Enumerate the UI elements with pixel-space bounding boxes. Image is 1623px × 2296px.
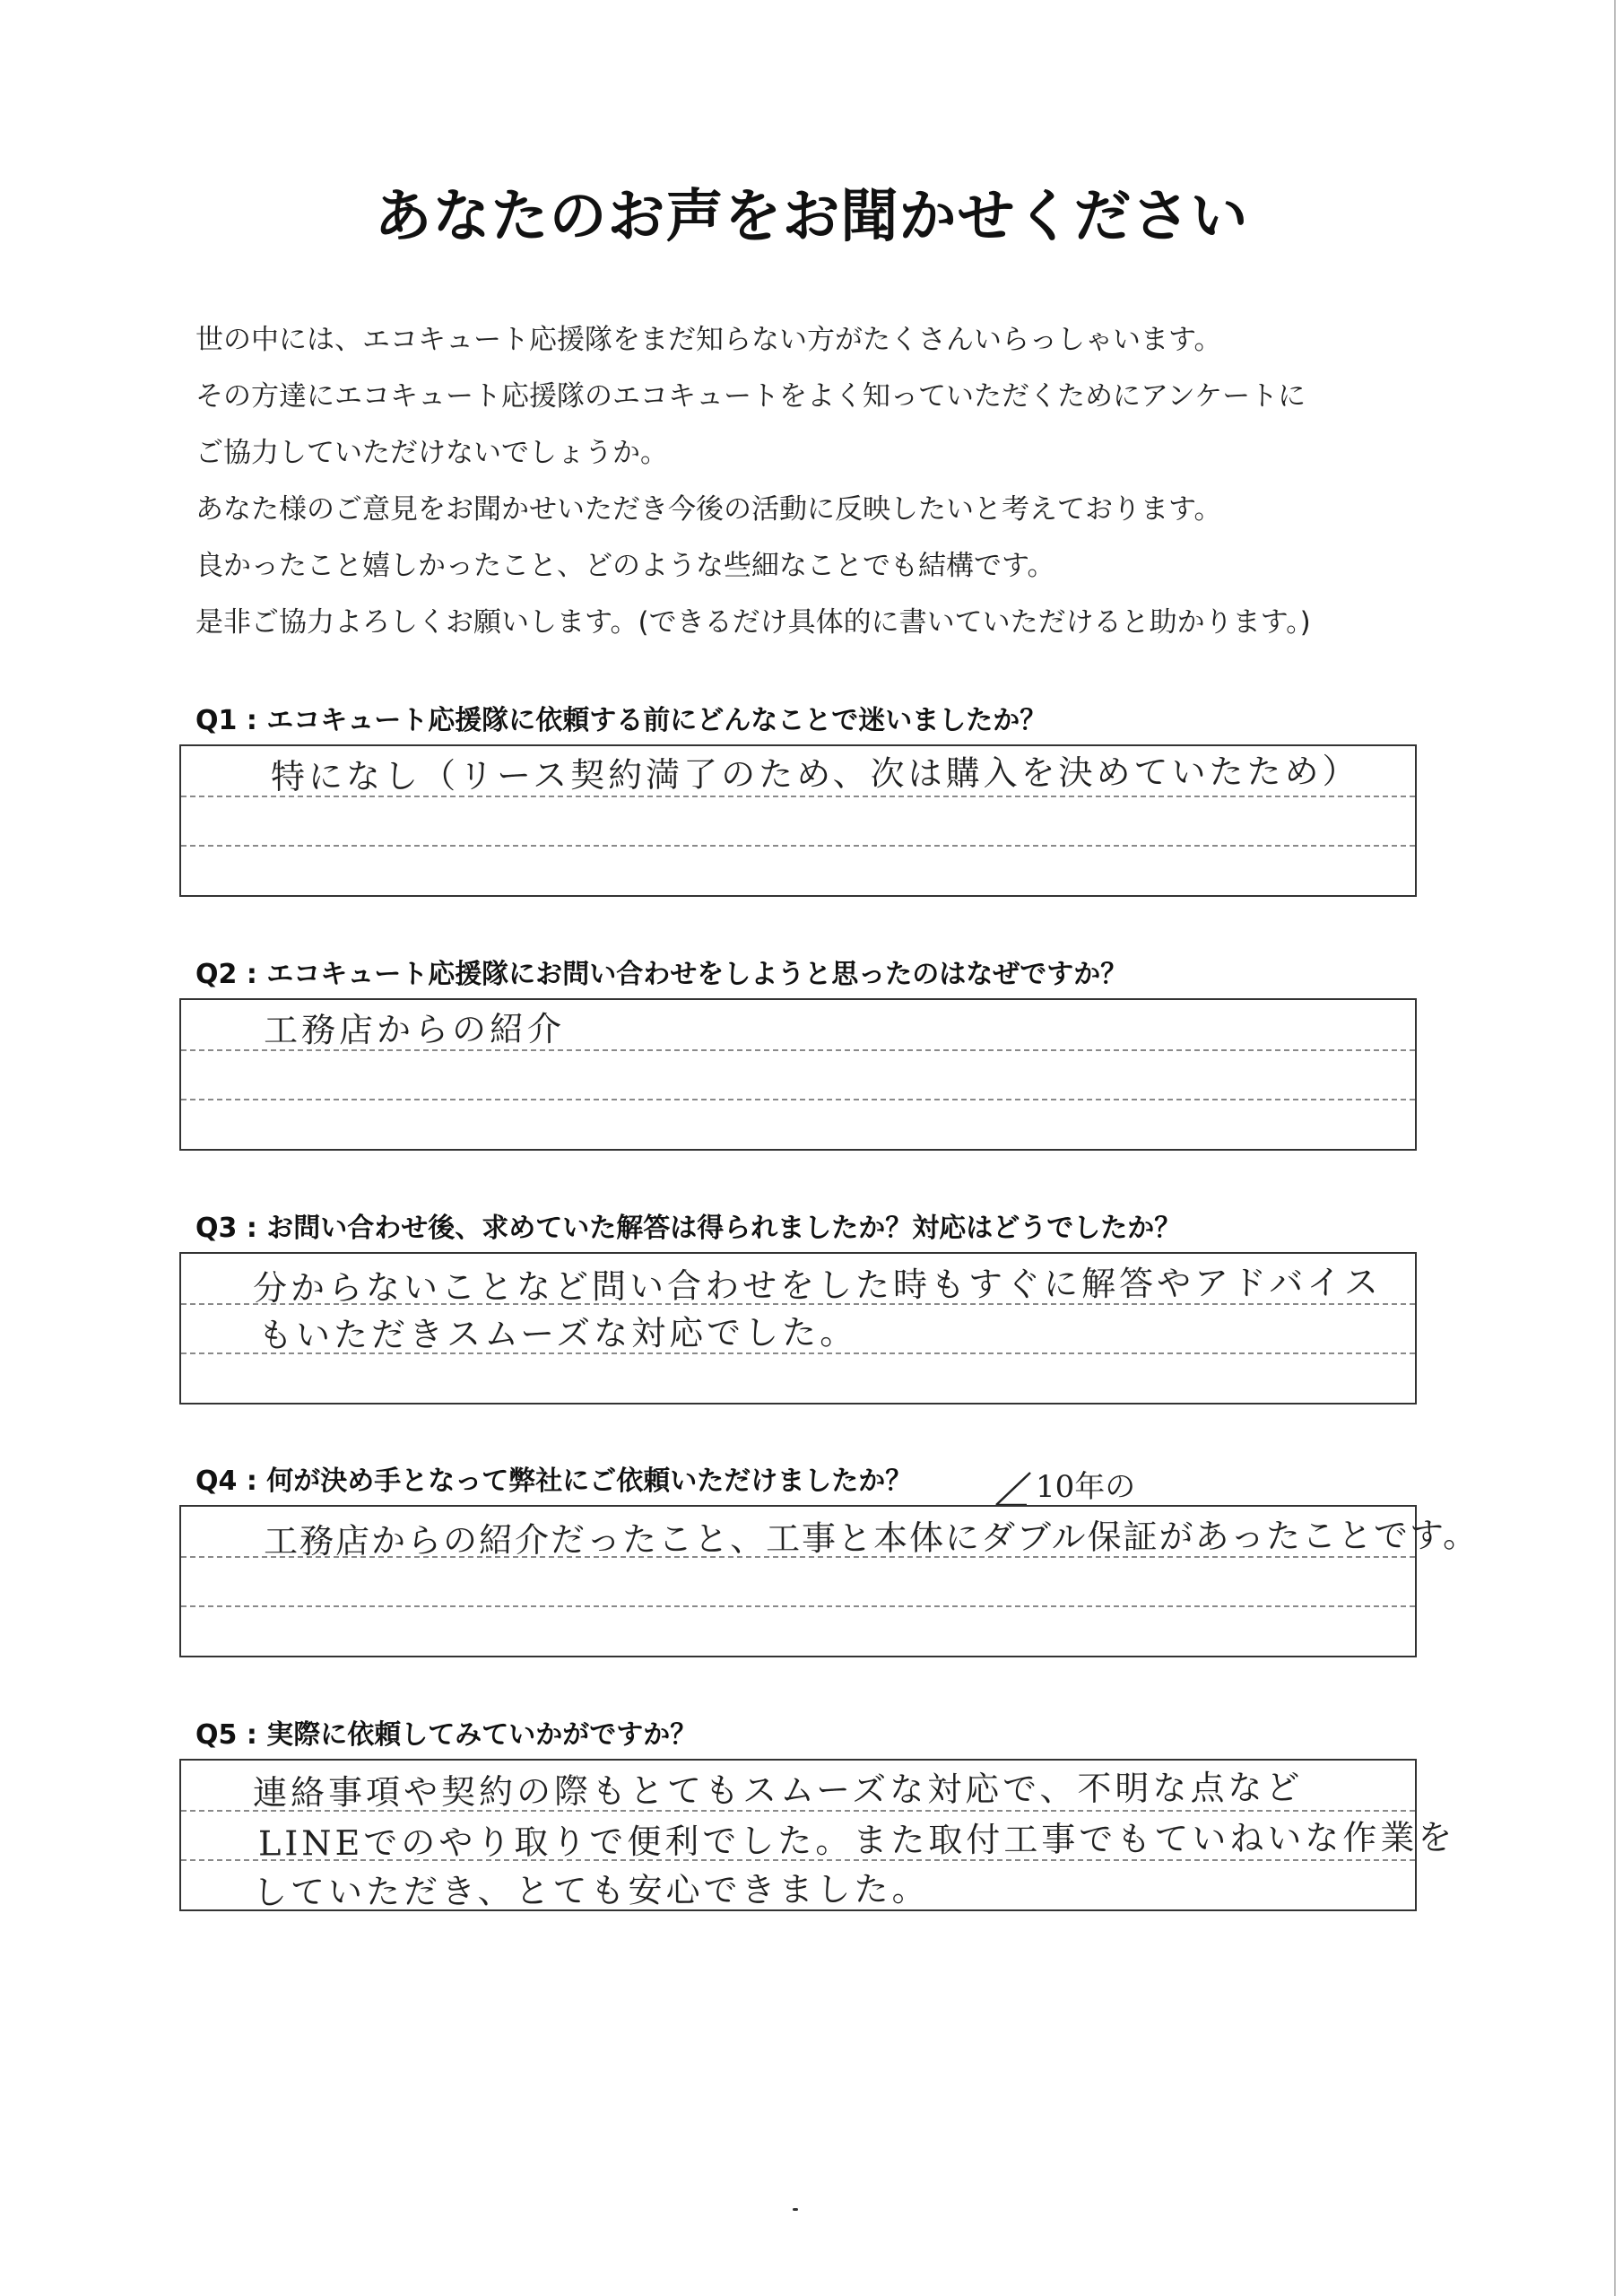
intro-line: その方達にエコキュート応援隊のエコキュートをよく知っていただくためにアンケートに bbox=[195, 380, 1306, 413]
handwritten-answer: していただき、とても安心できました。 bbox=[252, 1869, 930, 1912]
handwritten-note bbox=[991, 1462, 1135, 1509]
intro-text bbox=[195, 312, 1451, 651]
note-text: 10年の bbox=[1036, 1469, 1136, 1505]
answer-box bbox=[179, 1252, 1417, 1405]
question-label: Q4 : 何が決め手となって弊社にご依頼いただけましたか？ bbox=[195, 1465, 913, 1497]
question-4 bbox=[179, 1464, 1480, 1657]
handwritten-answer: 工務店からの紹介 bbox=[263, 1009, 566, 1050]
question-label: Q1 : エコキュート応援隊に依頼する前にどんなことで迷いましたか？ bbox=[195, 705, 1047, 736]
question-label: Q5 : 実際に依頼してみていかがですか？ bbox=[195, 1719, 698, 1751]
handwritten-answer: 連絡事項や契約の際もとてもスムーズな対応で、不明な点など bbox=[252, 1767, 1304, 1813]
page-title: あなたのお声をお聞かせください bbox=[374, 184, 1249, 250]
intro-line: 良かったこと嬉しかったこと、どのような些細なことでも結構です。 bbox=[195, 550, 1055, 582]
answer-rule bbox=[181, 1099, 1415, 1100]
question-label: Q2 : エコキュート応援隊にお問い合わせをしようと思ったのはなぜですか？ bbox=[195, 959, 1128, 990]
handwritten-answer: 特になし（リース契約満了のため、次は購入を決めていたため） bbox=[270, 751, 1360, 797]
question-3 bbox=[179, 1211, 1419, 1405]
handwritten-answer: 工務店からの紹介だったこと、工事と本体にダブル保証があったことです。 bbox=[263, 1515, 1480, 1561]
scan-edge-line bbox=[1614, 0, 1616, 2296]
answer-box bbox=[179, 1759, 1456, 1912]
intro-line: 世の中には、エコキュート応援隊をまだ知らない方がたくさんいらっしゃいます。 bbox=[195, 324, 1222, 356]
question-5 bbox=[179, 1718, 1456, 1912]
handwritten-answer: もいただきスムーズな対応でした。 bbox=[257, 1312, 858, 1355]
scan-speck bbox=[793, 2208, 798, 2211]
question-2 bbox=[179, 957, 1419, 1151]
insertion-mark-icon bbox=[991, 1469, 1036, 1509]
answer-box bbox=[179, 1505, 1480, 1657]
question-1 bbox=[179, 703, 1419, 897]
answer-box bbox=[179, 998, 1417, 1151]
intro-line: ご協力していただけないでしょうか。 bbox=[195, 437, 668, 469]
question-label: Q3 : お問い合わせ後、求めていた解答は得られましたか？対応はどうでしたか？ bbox=[195, 1213, 1182, 1244]
intro-line: 是非ご協力よろしくお願いします。(できるだけ具体的に書いていただけると助かります。) bbox=[195, 606, 1311, 639]
answer-box bbox=[179, 744, 1417, 897]
handwritten-answer: 分からないことなど問い合わせをした時もすぐに解答やアドバイス bbox=[252, 1262, 1382, 1309]
handwritten-answer: LINEでのやり取りで便利でした。また取付工事でもていねいな作業を bbox=[257, 1817, 1456, 1864]
intro-line: あなた様のご意見をお聞かせいただき今後の活動に反映したいと考えております。 bbox=[195, 493, 1222, 526]
answer-rule bbox=[181, 1605, 1415, 1607]
answer-rule bbox=[181, 845, 1415, 847]
